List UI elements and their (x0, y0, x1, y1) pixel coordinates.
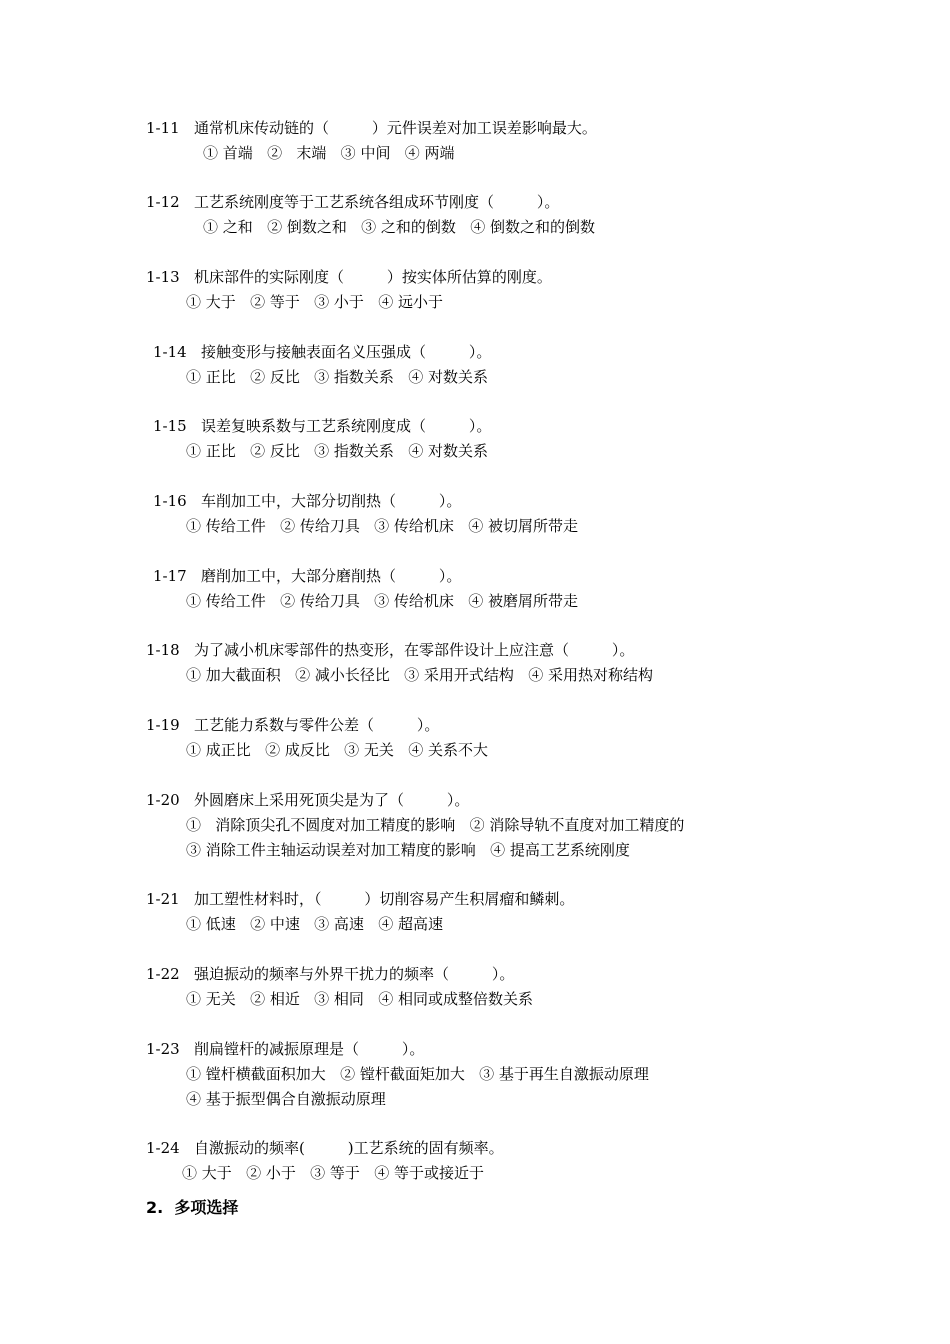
question-options: ① 大于 ② 等于 ③ 小于 ④ 远小于 (186, 293, 443, 311)
question-options: ① 之和 ② 倒数之和 ③ 之和的倒数 ④ 倒数之和的倒数 (203, 218, 595, 236)
question-stem: 1-19 工艺能力系数与零件公差（ ）。 (146, 716, 440, 734)
question-options: ④ 基于振型偶合自激振动原理 (186, 1090, 386, 1108)
question-stem: 1-24 自激振动的频率( )工艺系统的固有频率。 (146, 1139, 504, 1157)
question-stem: 1-11 通常机床传动链的（ ）元件误差对加工误差影响最大。 (146, 119, 597, 137)
question-options: ① 正比 ② 反比 ③ 指数关系 ④ 对数关系 (186, 368, 488, 386)
question-stem: 1-17 磨削加工中，大部分磨削热（ ）。 (153, 567, 462, 585)
question-stem: 1-12 工艺系统刚度等于工艺系统各组成环节刚度（ ）。 (146, 193, 560, 211)
question-options: ① 低速 ② 中速 ③ 高速 ④ 超高速 (186, 915, 443, 933)
section-heading: 2. 多项选择 (146, 1198, 239, 1217)
question-options: ① 加大截面积 ② 减小长径比 ③ 采用开式结构 ④ 采用热对称结构 (186, 666, 653, 684)
question-stem: 1-18 为了减小机床零部件的热变形，在零部件设计上应注意（ ）。 (146, 641, 635, 659)
question-options: ① 正比 ② 反比 ③ 指数关系 ④ 对数关系 (186, 442, 488, 460)
question-stem: 1-20 外圆磨床上采用死顶尖是为了（ ）。 (146, 791, 470, 809)
question-stem: 1-22 强迫振动的频率与外界干扰力的频率（ ）。 (146, 965, 515, 983)
question-options: ① 传给工件 ② 传给刀具 ③ 传给机床 ④ 被切屑所带走 (186, 517, 578, 535)
question-options: ① 消除顶尖孔不圆度对加工精度的影响 ② 消除导轨不直度对加工精度的 (186, 816, 685, 834)
question-stem: 1-15 误差复映系数与工艺系统刚度成（ ）。 (153, 417, 492, 435)
question-options: ③ 消除工件主轴运动误差对加工精度的影响 ④ 提高工艺系统刚度 (186, 841, 630, 859)
question-options: ① 镗杆横截面积加大 ② 镗杆截面矩加大 ③ 基于再生自激振动原理 (186, 1065, 649, 1083)
question-stem: 1-16 车削加工中，大部分切削热（ ）。 (153, 492, 462, 510)
question-options: ① 成正比 ② 成反比 ③ 无关 ④ 关系不大 (186, 741, 488, 759)
question-options: ① 无关 ② 相近 ③ 相同 ④ 相同或成整倍数关系 (186, 990, 533, 1008)
question-stem: 1-23 削扁镗杆的减振原理是（ ）。 (146, 1040, 425, 1058)
question-options: ① 传给工件 ② 传给刀具 ③ 传给机床 ④ 被磨屑所带走 (186, 592, 578, 610)
question-stem: 1-21 加工塑性材料时，（ ）切削容易产生积屑瘤和鳞刺。 (146, 890, 575, 908)
question-stem: 1-14 接触变形与接触表面名义压强成（ ）。 (153, 343, 492, 361)
question-options: ① 首端 ② 末端 ③ 中间 ④ 两端 (203, 144, 455, 162)
question-options: ① 大于 ② 小于 ③ 等于 ④ 等于或接近于 (182, 1164, 484, 1182)
question-stem: 1-13 机床部件的实际刚度（ ）按实体所估算的刚度。 (146, 268, 552, 286)
